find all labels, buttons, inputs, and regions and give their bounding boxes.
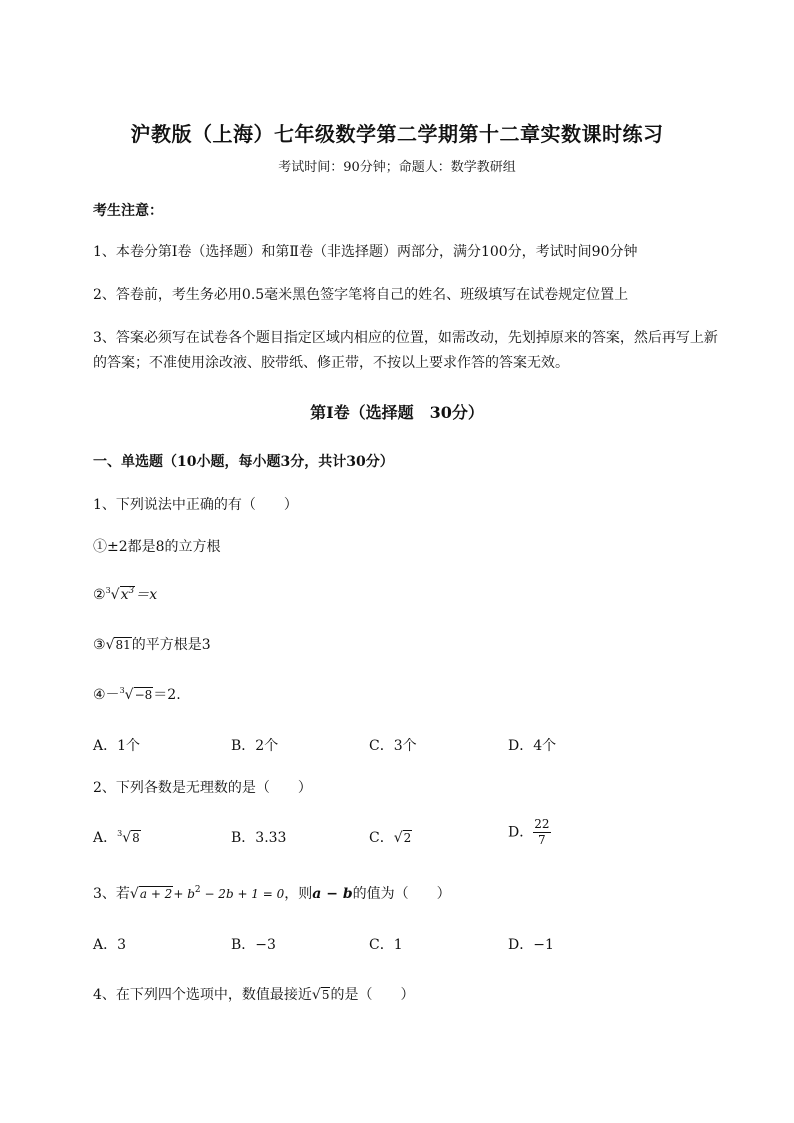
q1-s3-suffix: 的平方根是3 <box>131 637 211 653</box>
q3-stem <box>93 883 451 903</box>
cube-root-expression: $^3$√8 <box>117 829 140 846</box>
q2-option-a[interactable] <box>93 827 141 847</box>
part-heading: 一、单选题（10小题，每小题3分，共计30分） <box>93 454 394 470</box>
q3-option-a[interactable]: A．3 <box>93 937 127 953</box>
q1-statement-3 <box>93 634 211 654</box>
radicand-var: x <box>120 587 129 603</box>
denominator: 7 <box>538 833 546 847</box>
q2-option-b[interactable]: B．3.33 <box>231 830 287 846</box>
exponent: 3 <box>128 586 135 596</box>
notice-item-3: 3、答案必须写在试卷各个题目指定区域内相应的位置，如需改动，先划掉原来的答案，然后再写上新 <box>93 330 718 346</box>
notice-heading: 考生注意： <box>93 203 163 219</box>
q1-s2-suffix: ＝x <box>135 587 158 603</box>
square-root-expression: √81 <box>105 637 131 653</box>
exam-info: 考试时间：90分钟；命题人：数学教研组 <box>278 160 516 175</box>
square-root-expression: √2 <box>393 830 412 846</box>
page-title: 沪教版（上海）七年级数学第二学期第十二章实数课时练习 <box>130 122 664 146</box>
radicand: 8 <box>132 831 140 845</box>
q1-option-d[interactable]: D．4个 <box>508 738 557 754</box>
q1-option-a[interactable]: A．1个 <box>93 738 141 754</box>
q3-prefix: 3、若 <box>93 886 130 902</box>
q3-expression: + b <box>173 887 195 901</box>
fraction <box>533 817 550 848</box>
q1-statement-2 <box>93 584 157 604</box>
q1-s2-prefix: ② <box>93 587 106 603</box>
q2-stem: 2、下列各数是无理数的是（ ） <box>93 780 312 796</box>
q2-option-d[interactable] <box>508 817 551 848</box>
q1-s4-prefix: ④－ <box>93 687 120 703</box>
cube-root-expression: $^3√x^3$ <box>105 586 135 603</box>
option-label: D． <box>508 824 534 841</box>
q1-statement-1: ①±2都是8的立方根 <box>93 539 221 555</box>
square-root-expression: √a + 2 <box>129 886 173 902</box>
q1-option-c[interactable]: C．3个 <box>369 738 417 754</box>
numerator: 22 <box>534 817 550 831</box>
q1-statement-4 <box>93 684 181 704</box>
root-index: 3 <box>117 829 123 838</box>
q3-option-c[interactable]: C．1 <box>369 937 403 953</box>
square-root-expression: √5 <box>311 987 330 1003</box>
notice-item-3-cont: 的答案；不准使用涂改液、胶带纸、修正带，不按以上要求作答的答案无效。 <box>93 355 569 371</box>
radicand: −8 <box>134 688 153 702</box>
q1-stem: 1、下列说法中正确的有（ ） <box>93 497 298 513</box>
radicand: a + 2 <box>139 887 173 901</box>
q4-suffix: 的是（ ） <box>330 987 415 1003</box>
option-label: C． <box>369 830 394 846</box>
q4-stem <box>93 984 414 1004</box>
q3-target: a − b <box>312 886 353 902</box>
radicand: 2 <box>403 831 412 845</box>
q1-s4-suffix: ＝2. <box>153 687 181 703</box>
radicand <box>120 586 136 603</box>
q1-s3-prefix: ③ <box>93 637 106 653</box>
q3-suffix: 的值为（ ） <box>352 886 451 902</box>
q3-option-d[interactable]: D．−1 <box>508 937 554 953</box>
q1-option-b[interactable]: B．2个 <box>231 738 279 754</box>
q4-prefix: 4、在下列四个选项中，数值最接近 <box>93 987 312 1003</box>
q3-option-b[interactable]: B．−3 <box>231 937 276 953</box>
notice-item-1: 1、本卷分第I卷（选择题）和第Ⅱ卷（非选择题）两部分，满分100分，考试时间90分钟 <box>93 244 638 260</box>
option-label: A． <box>93 830 118 846</box>
radicand: 81 <box>115 638 131 652</box>
root-index: 3 <box>119 686 125 695</box>
q3-mid: ，则 <box>284 886 313 902</box>
section-title: 第I卷（选择题 30分） <box>310 403 484 422</box>
cube-root-expression: $^3$√−8 <box>119 686 153 703</box>
radicand: 5 <box>321 988 330 1002</box>
q2-option-c[interactable] <box>369 827 412 847</box>
q3-expression-rest: − 2b + 1 = 0 <box>200 887 285 901</box>
notice-item-2: 2、答卷前，考生务必用0.5毫米黑色签字笔将自己的姓名、班级填写在试卷规定位置上 <box>93 287 629 303</box>
exponent: 2 <box>194 885 201 895</box>
root-index: 3 <box>105 586 111 595</box>
